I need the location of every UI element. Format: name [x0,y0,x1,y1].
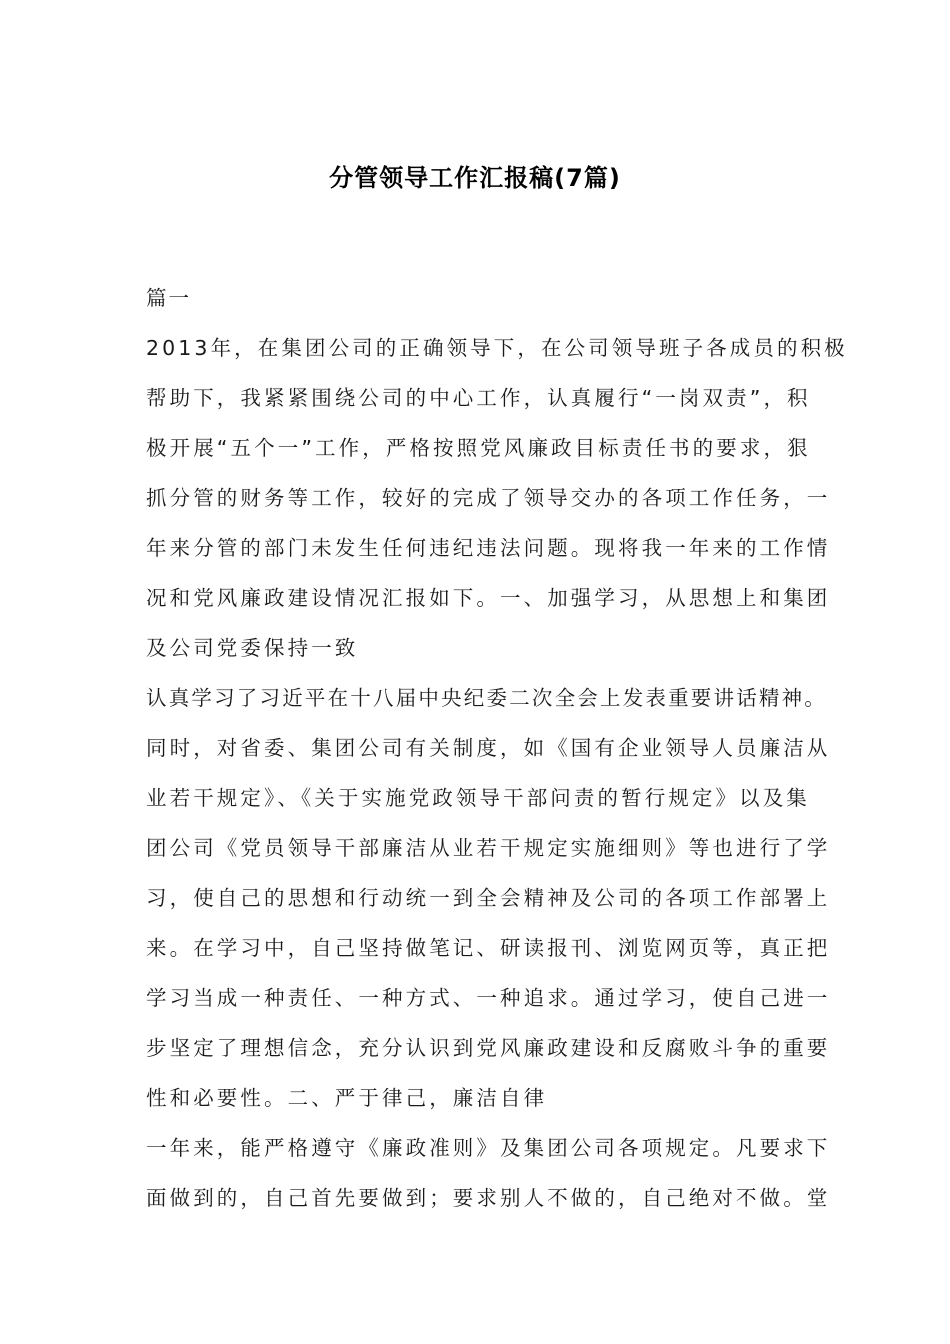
paragraph-line: 学习当成一种责任、一种方式、一种追求。通过学习，使自己进一 [146,986,831,1010]
paragraph-line: 一年来，能严格遵守《廉政准则》及集团公司各项规定。凡要求下 [146,1136,831,1160]
paragraph-line: 步坚定了理想信念，充分认识到党风廉政建设和反腐败斗争的重要 [146,1036,831,1060]
paragraph-line: 况和党风廉政建设情况汇报如下。一、加强学习，从思想上和集团 [146,586,831,610]
paragraph-line: 年来分管的部门未发生任何违纪违法问题。现将我一年来的工作情 [146,536,831,560]
paragraph-line: 业若干规定》、《关于实施党政领导干部问责的暂行规定》以及集 [146,786,810,810]
paragraph-line: 认真学习了习近平在十八届中央纪委二次全会上发表重要讲话精神。 [146,686,827,710]
paragraph-line: 习，使自己的思想和行动统一到全会精神及公司的各项工作部署上 [146,886,831,910]
document-title: 分管领导工作汇报稿(7篇) [329,164,621,192]
paragraph-line: 同时，对省委、集团公司有关制度，如《国有企业领导人员廉洁从 [146,736,831,760]
paragraph-line: 抓分管的财务等工作，较好的完成了领导交办的各项工作任务，一 [146,486,831,510]
paragraph-line: 面做到的，自己首先要做到；要求别人不做的，自己绝对不做。堂 [146,1186,831,1210]
document-body [146,280,846,1230]
paragraph-line: 性和必要性。二、严于律己，廉洁自律 [146,1086,548,1110]
paragraph-line: 及公司党委保持一致 [146,636,359,660]
paragraph-line: 团公司《党员领导干部廉洁从业若干规定实施细则》等也进行了学 [146,836,831,860]
paragraph-line: 帮助下，我紧紧围绕公司的中心工作，认真履行“一岗双责”，积 [146,386,811,410]
paragraph-line: 极开展“五个一”工作，严格按照党风廉政目标责任书的要求，狠 [146,436,811,460]
paragraph-line: 来。在学习中，自己坚持做笔记、研读报刊、浏览网页等，真正把 [146,936,831,960]
section-heading: 篇一 [146,286,191,310]
paragraph-line: 2013年，在集团公司的正确领导下，在公司领导班子各成员的积极 [146,336,848,360]
